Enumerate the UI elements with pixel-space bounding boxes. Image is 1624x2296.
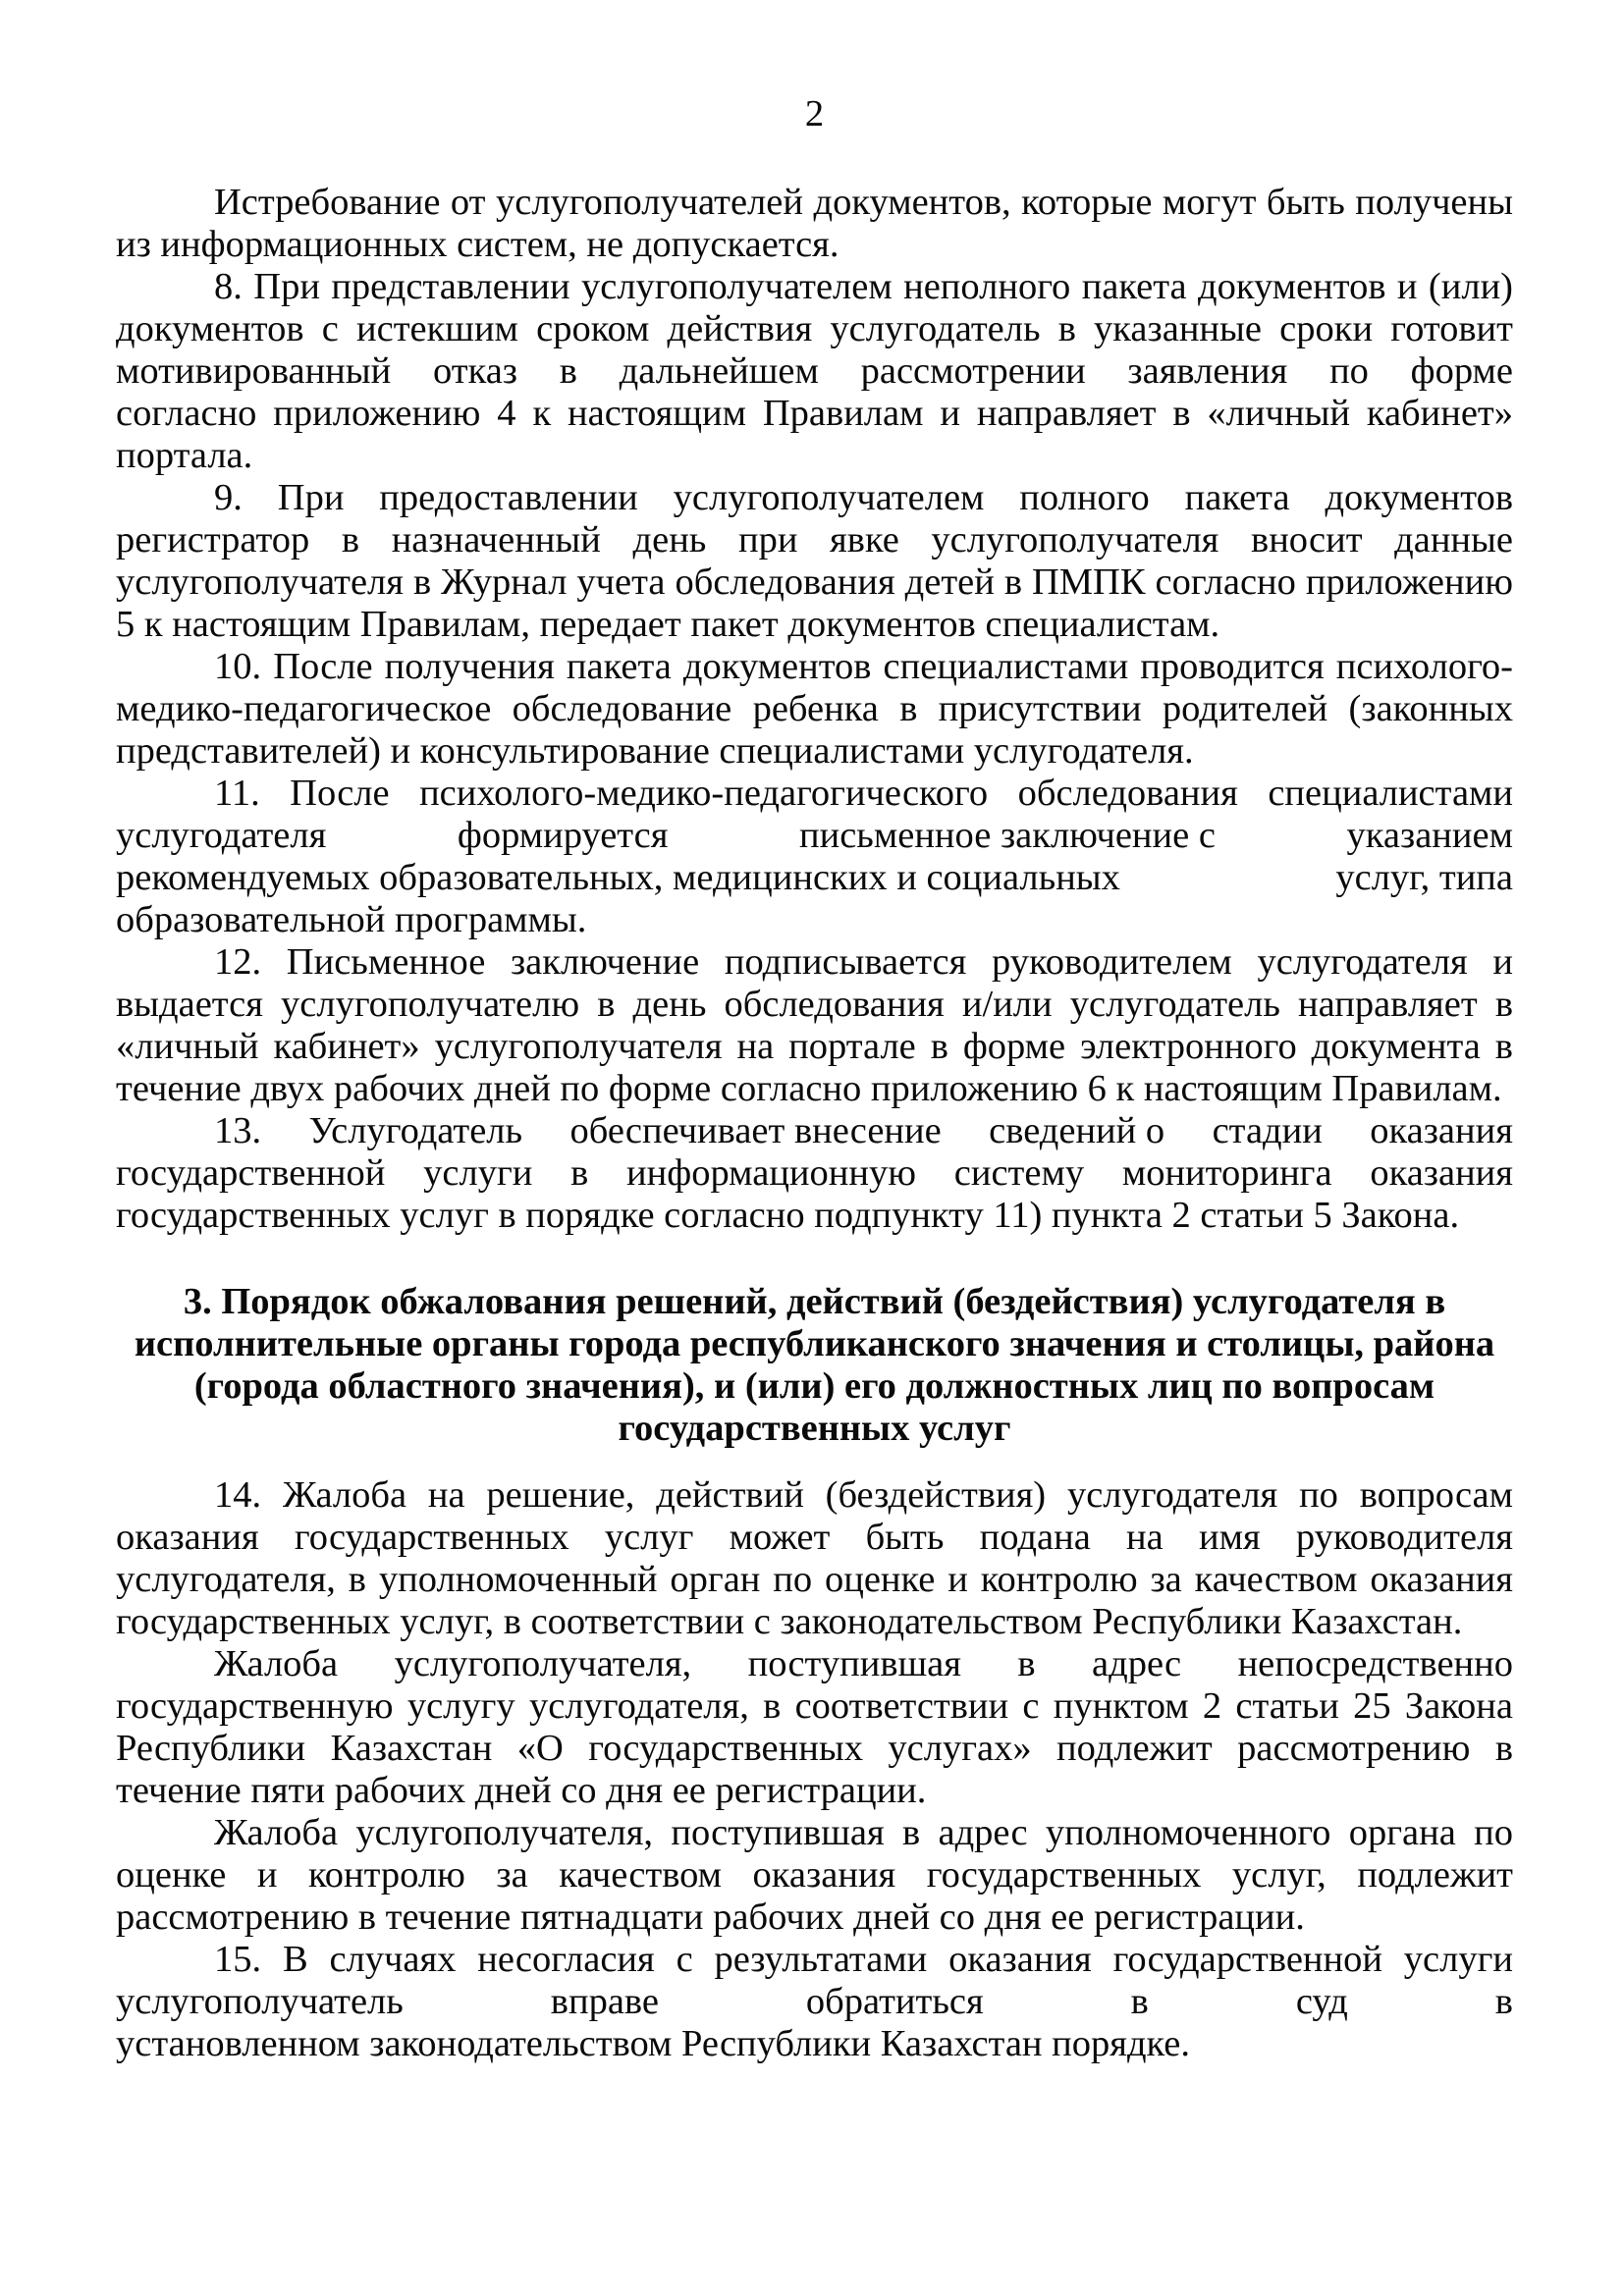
text-line <box>116 1110 1513 1152</box>
text-line: услугодателя, в уполномоченный орган по оценке и контролю за качеством оказания <box>116 1559 1513 1600</box>
text-line: рассмотрению в течение пятнадцати рабочих дней со дня ее регистрации. <box>116 1896 1305 1938</box>
text-line: мотивированный отказ в дальнейшем рассмотрении заявления по форме <box>116 350 1513 392</box>
text-line: 11. После психолого-медико-педагогического обследования специалистами <box>214 773 1513 814</box>
heading-line: исполнительные органы города республиканского значения и столицы, района <box>134 1323 1495 1364</box>
text-line: течение двух рабочих дней по форме согласно приложению 6 к настоящим Правилам. <box>116 1068 1502 1109</box>
text-line: образовательной программы. <box>116 899 587 940</box>
text-line: документов с истекшим сроком действия услугодатель в указанные сроки готовит <box>116 308 1513 349</box>
text-line: 12. Письменное заключение подписывается руководителем услугодателя и <box>214 941 1513 983</box>
page-number: 2 <box>804 93 825 134</box>
text-line: 10. После получения пакета документов специалистами проводится психолого- <box>214 646 1513 687</box>
text-group: услуг, типа <box>1335 857 1513 898</box>
text-group: оказания <box>1370 1110 1513 1151</box>
text-line: регистратор в назначенный день при явке услугополучателя вносит данные <box>116 519 1513 561</box>
heading-line: (города областного значения), и (или) его должностных лиц по вопросам <box>193 1365 1435 1407</box>
paragraph <box>116 1643 1513 1812</box>
text-line: Жалоба услугополучателя, поступившая в адрес непосредственно <box>214 1643 1513 1684</box>
text-line: Республики Казахстан «О государственных услугах» подлежит рассмотрению в <box>116 1728 1513 1769</box>
text-line: 9. При предоставлении услугополучателем полного пакета документов <box>214 477 1513 518</box>
text-line <box>116 1981 1513 2023</box>
text-line: государственных услуг, в соответствии с законодательством Республики Казахстан. <box>116 1601 1463 1642</box>
page-content <box>116 93 1513 2065</box>
text-line: 14. Жалоба на решение, действий (бездействия) услугодателя по вопросам <box>214 1474 1513 1516</box>
text-line: представителей) и консультирование специалистами услугодателя. <box>116 730 1194 772</box>
paragraph <box>116 182 1513 266</box>
text-group: Услугодатель <box>308 1110 523 1151</box>
text-group: указанием <box>1346 815 1513 856</box>
paragraph <box>116 1812 1513 1939</box>
text-line: оценке и контролю за качеством оказания государственных услуг, подлежит <box>116 1854 1513 1896</box>
section-heading <box>116 1281 1513 1450</box>
text-group: обратиться <box>805 1981 984 2022</box>
text-group: письменное заключение с <box>799 815 1216 856</box>
text-group: формируется <box>457 815 669 856</box>
text-group: вправе <box>550 1981 659 2022</box>
text-line: государственных услуг в порядке согласно подпункту 11) пункта 2 статьи 5 Закона. <box>116 1195 1460 1236</box>
text-line: согласно приложению 4 к настоящим Правилам и направляет в «личный кабинет» <box>116 393 1513 434</box>
text-line: «личный кабинет» услугополучателя на портале в форме электронного документа в <box>116 1026 1513 1067</box>
text-group: рекомендуемых образовательных, медицинских и социальных <box>116 857 1120 898</box>
text-group: обеспечивает внесение <box>569 1110 942 1151</box>
text-line: течение пяти рабочих дней со дня ее регистрации. <box>116 1770 927 1811</box>
text-group: услугодателя <box>116 815 327 856</box>
paragraph <box>116 941 1513 1110</box>
paragraph <box>116 1939 1513 2065</box>
text-group: сведений о <box>989 1110 1165 1151</box>
text-line: установленном законодательством Республики Казахстан порядке. <box>116 2023 1191 2064</box>
text-line: государственной услуги в информационную систему мониторинга оказания <box>116 1152 1513 1194</box>
text-line: государственную услугу услугодателя, в соответствии с пунктом 2 статьи 25 Закона <box>116 1685 1513 1727</box>
text-group: в <box>1130 1981 1149 2022</box>
text-line: оказания государственных услуг может быть подана на имя руководителя <box>116 1517 1513 1558</box>
text-line: Жалоба услугополучателя, поступившая в адрес уполномоченного органа по <box>214 1812 1513 1853</box>
text-group: в <box>1494 1981 1513 2022</box>
text-line: выдается услугополучателю в день обследования и/или услугодатель направляет в <box>116 984 1513 1025</box>
text-line: из информационных систем, не допускается. <box>116 224 839 265</box>
heading-line: 3. Порядок обжалования решений, действий (бездействия) услугодателя в <box>183 1281 1446 1322</box>
paragraph <box>116 773 1513 941</box>
text-line: 8. При представлении услугополучателем неполного пакета документов и (или) <box>214 266 1513 307</box>
document-body <box>116 182 1513 2065</box>
heading-line: государственных услуг <box>618 1408 1011 1449</box>
paragraph <box>116 266 1513 477</box>
top-spacer <box>116 135 1513 182</box>
text-group: 13. <box>214 1110 262 1151</box>
text-line <box>116 815 1513 857</box>
text-line: портала. <box>116 435 253 476</box>
text-group: услугополучатель <box>116 1981 404 2022</box>
paragraph <box>116 1110 1513 1237</box>
text-line: 15. В случаях несогласия с результатами оказания государственной услуги <box>214 1939 1513 1980</box>
text-group: стадии <box>1212 1110 1323 1151</box>
text-line: медико-педагогическое обследование ребенка в присутствии родителей (законных <box>116 688 1513 729</box>
text-line: услугополучателя в Журнал учета обследования детей в ПМПК согласно приложению <box>116 561 1513 603</box>
text-line: Истребование от услугополучателей документов, которые могут быть получены <box>214 182 1513 223</box>
paragraph <box>116 477 1513 646</box>
text-line <box>116 857 1513 899</box>
paragraph <box>116 1474 1513 1643</box>
paragraph <box>116 646 1513 773</box>
text-group: суд <box>1295 1981 1348 2022</box>
text-line: 5 к настоящим Правилам, передает пакет документов специалистам. <box>116 604 1220 645</box>
